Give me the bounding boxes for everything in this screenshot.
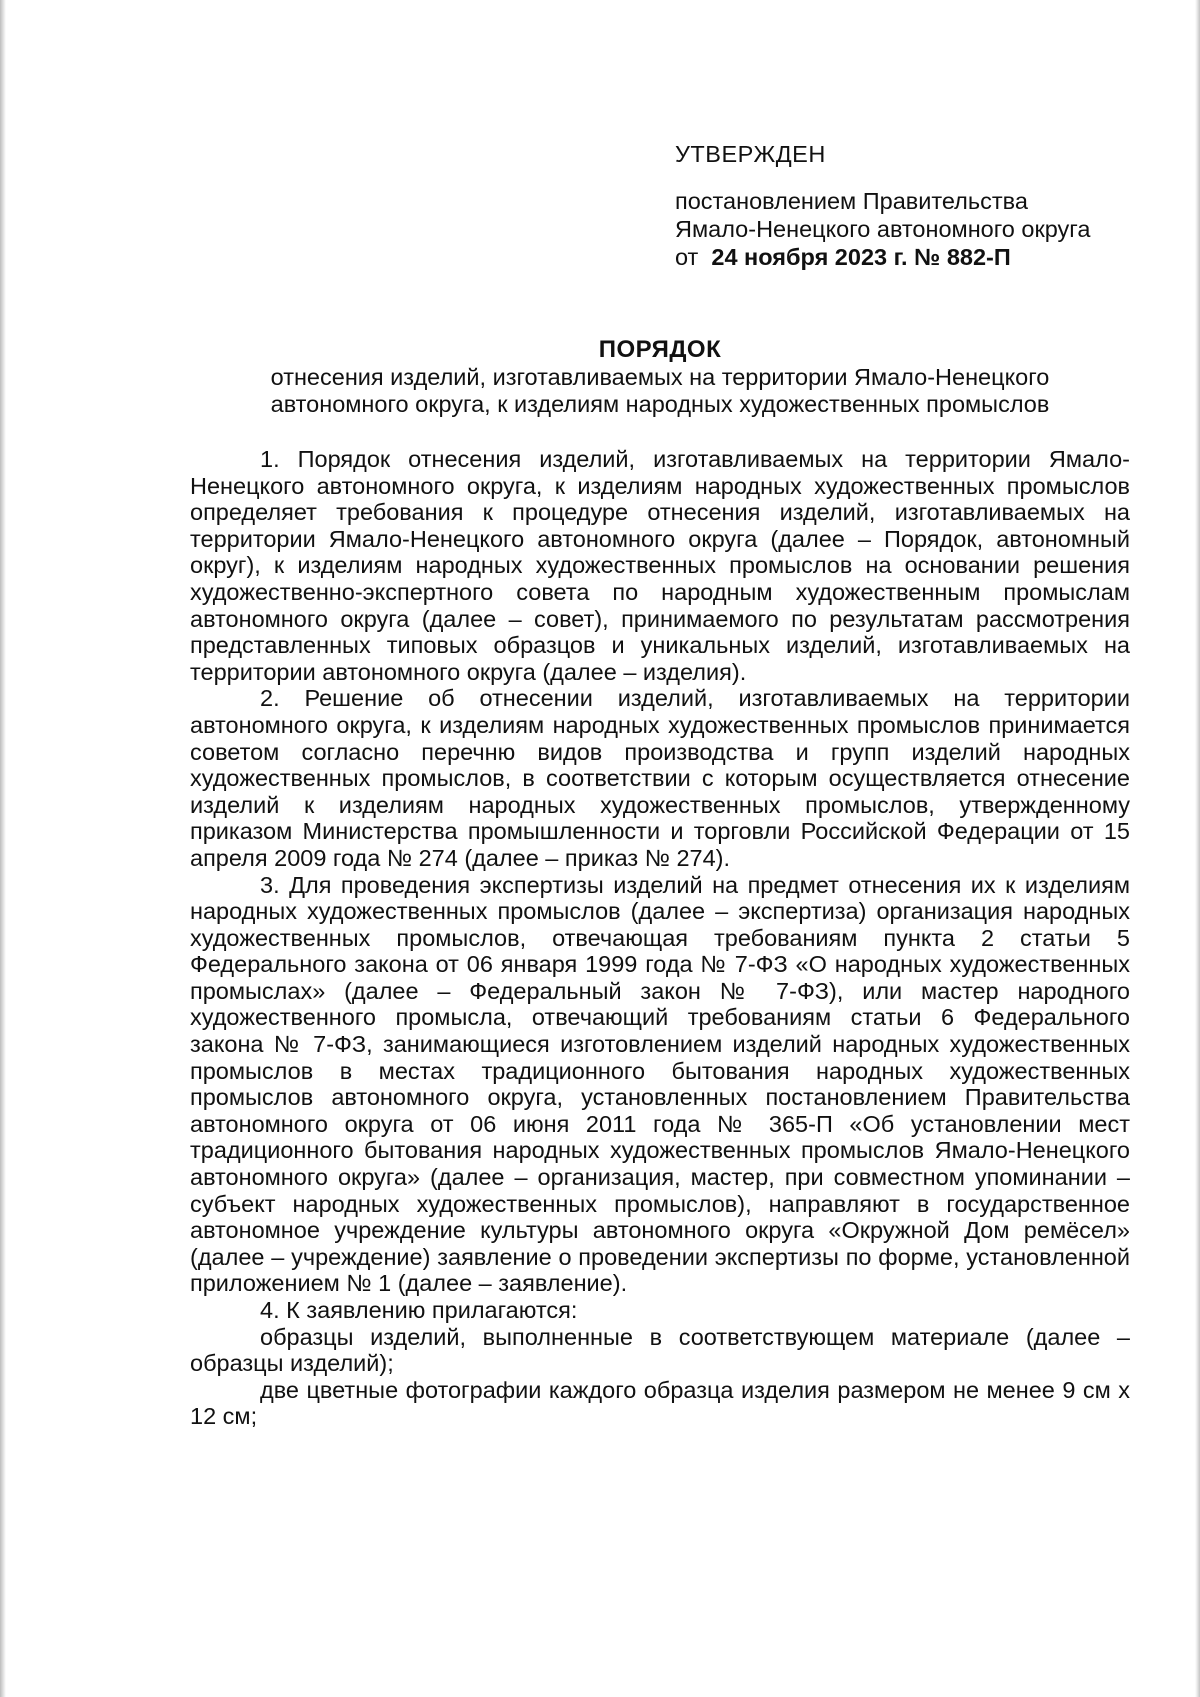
page-edge-left — [0, 0, 6, 1697]
approval-stamp: УТВЕРЖДЕН — [675, 141, 826, 167]
approval-date — [675, 243, 1090, 271]
approval-line-1: постановлением Правительства — [675, 188, 1028, 214]
paragraph-3: 3. Для проведения экспертизы изделий на предмет отнесения их к изделиям народных художественных промыслов (далее – экспертиза) организация народных художественных промыслов, отвечающая требованиям пункта 2 статьи 5 Федерального закона от 06 января 1999 года № 7-ФЗ «О народных художественных промыслах» (далее – Федеральный закон № 7-ФЗ), или мастер народного художественного промысла, отвечающий требованиям статьи 6 Федерального закона № 7-ФЗ, занимающиеся изготовлением изделий народных художественных промыслов в местах традиционного бытования народных художественных промыслов автономного округа, установленных постановлением Правительства автономного округа от 06 июня 2011 года № 365-П «Об установлении мест традиционного бытования народных художественных промыслов Ямало-Ненецкого автономного округа» (далее – организация, мастер, при совместном упоминании – субъект народных художественных промыслов), направляют в государственное автономное учреждение культуры автономного округа «Окружной Дом ремёсел» (далее – учреждение) заявление о проведении экспертизы по форме, установленной приложением № 1 (далее – заявление). — [190, 871, 1130, 1297]
paragraph-1: 1. Порядок отнесения изделий, изготавливаемых на территории Ямало-Ненецкого автономного округа, к изделиям народных художественных промыслов определяет требования к процедуре отнесения изделий, изготавливаемых на территории Ямало-Ненецкого автономного округа (далее – Порядок, автономный округ), к изделиям народных художественных промыслов на основании решения художественно-экспертного совета по народным художественным промыслам автономного округа (далее – совет), принимаемого по результатам рассмотрения представленных типовых образцов и уникальных изделий, изготавливаемых на территории автономного округа (далее – изделия). — [190, 446, 1130, 685]
document-subtitle-line-1: отнесения изделий, изготавливаемых на территории Ямало-Ненецкого — [270, 364, 1050, 390]
approval-block — [675, 140, 1090, 271]
document-subtitle-line-2: автономного округа, к изделиям народных художественных промыслов — [270, 391, 1050, 417]
approval-date-prefix: от — [675, 244, 699, 270]
page-edge-right — [1195, 0, 1200, 1697]
document-body — [190, 446, 1130, 1430]
paragraph-4: 4. К заявлению прилагаются: — [260, 1297, 578, 1323]
list-item-photos: две цветные фотографии каждого образца изделия размером не менее 9 см х 12 см; — [190, 1376, 1130, 1430]
approval-line-2: Ямало-Ненецкого автономного округа — [675, 216, 1091, 242]
approval-date-value: 24 ноября 2023 г. № 882-П — [711, 244, 1011, 270]
document-title: ПОРЯДОК — [598, 336, 722, 363]
paragraph-2: 2. Решение об отнесении изделий, изготавливаемых на территории автономного округа, к изделиям народных художественных промыслов принимается советом согласно перечню видов производства и групп изделий народных художественных промыслов, в соответствии с которым осуществляется отнесение изделий к изделиям народных художественных промыслов, утвержденному приказом Министерства промышленности и торговли Российской Федерации от 15 апреля 2009 года № 274 (далее – приказ № 274). — [190, 685, 1130, 871]
document-heading — [190, 336, 1130, 418]
list-item-samples: образцы изделий, выполненные в соответствующем материале (далее – образцы изделий); — [190, 1323, 1130, 1377]
